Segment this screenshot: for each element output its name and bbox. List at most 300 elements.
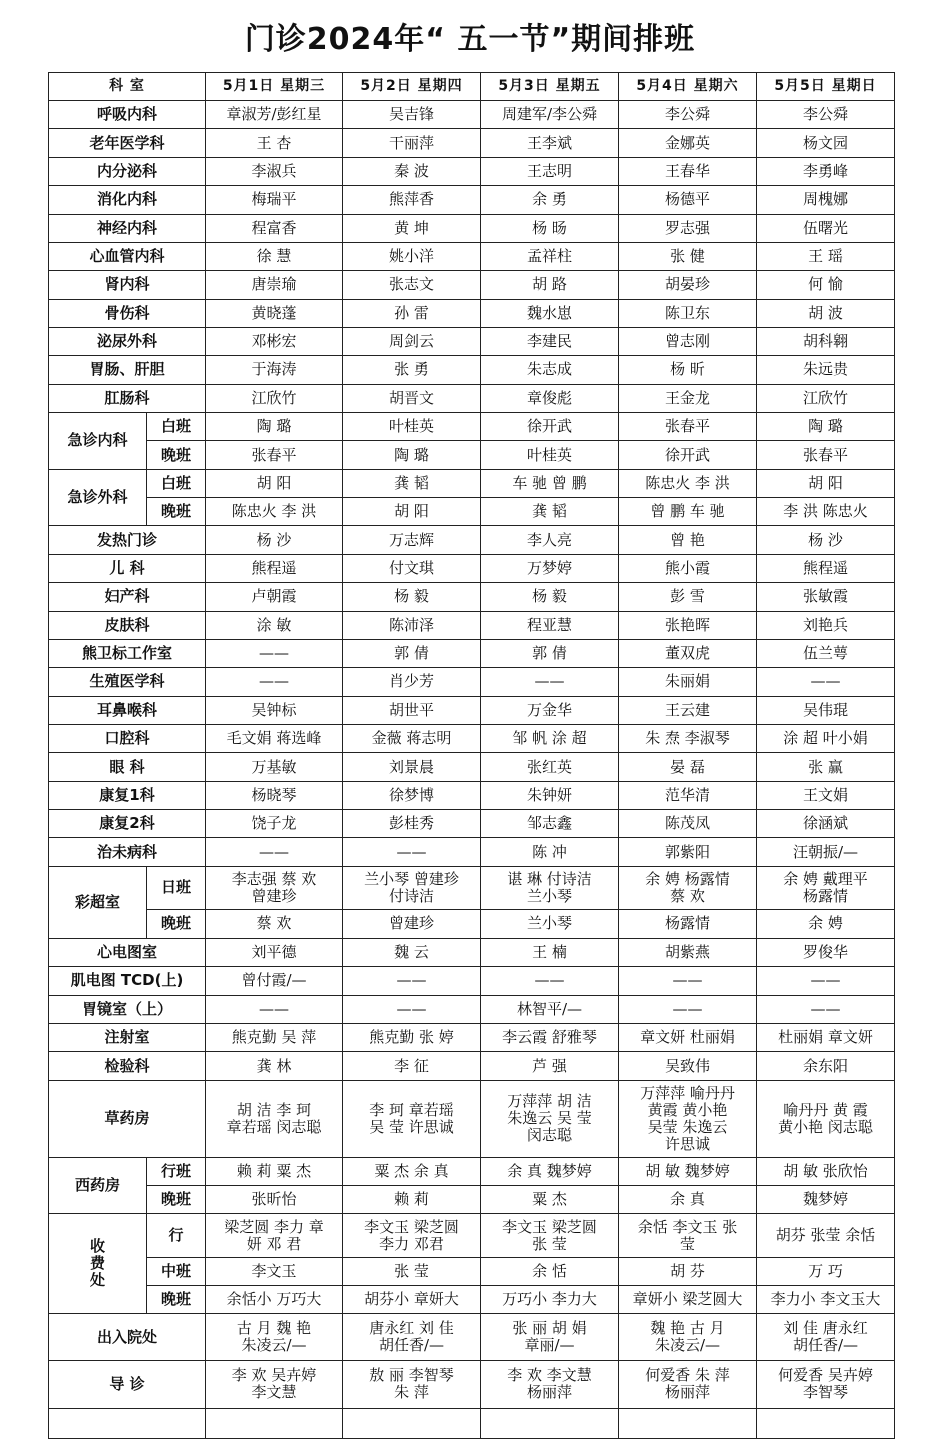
table-row — [49, 327, 895, 355]
staff-cell: 张 健 — [619, 242, 757, 270]
staff-cell: 万梦婷 — [481, 554, 619, 582]
staff-cell: 陶 璐 — [757, 413, 895, 441]
table-row — [49, 554, 895, 582]
staff-cell: 李文玉 梁芝圆 李力 邓君 — [343, 1214, 481, 1258]
department-name: 发热门诊 — [49, 526, 206, 554]
department-name: 耳鼻喉科 — [49, 696, 206, 724]
table-row — [49, 1052, 895, 1080]
staff-cell: 张 莹 — [343, 1258, 481, 1286]
staff-cell: 杨晓琴 — [206, 781, 343, 809]
table-row — [49, 967, 895, 995]
table-row — [49, 1258, 895, 1286]
staff-cell: 张 赢 — [757, 753, 895, 781]
staff-cell: 喻丹丹 黄 霞 黄小艳 闵志聪 — [757, 1080, 895, 1157]
staff-cell: 秦 波 — [343, 157, 481, 185]
staff-cell: 杨 沙 — [206, 526, 343, 554]
table-row — [49, 1286, 895, 1314]
staff-cell: 罗俊华 — [757, 938, 895, 966]
staff-cell: 张敏霞 — [757, 583, 895, 611]
staff-cell: —— — [343, 838, 481, 866]
staff-cell: 晏 磊 — [619, 753, 757, 781]
staff-cell: 李 征 — [343, 1052, 481, 1080]
staff-cell: —— — [343, 967, 481, 995]
department-name: 骨伤科 — [49, 299, 206, 327]
staff-cell: 龚 韬 — [481, 498, 619, 526]
staff-cell: 张春平 — [757, 441, 895, 469]
staff-cell: 叶桂英 — [343, 413, 481, 441]
staff-cell: 林智平/— — [481, 995, 619, 1023]
staff-cell: 敖 丽 李智琴 朱 萍 — [343, 1361, 481, 1408]
department-name: 生殖医学科 — [49, 668, 206, 696]
table-row — [49, 668, 895, 696]
staff-cell: 叶桂英 — [481, 441, 619, 469]
staff-cell: 熊萍香 — [343, 186, 481, 214]
staff-cell: 粟 杰 余 真 — [343, 1157, 481, 1185]
staff-cell: 杨文园 — [757, 129, 895, 157]
staff-cell: 张春平 — [619, 413, 757, 441]
staff-cell: 万巧小 李力大 — [481, 1286, 619, 1314]
department-name: 老年医学科 — [49, 129, 206, 157]
staff-cell: 王李斌 — [481, 129, 619, 157]
staff-cell: 万基敏 — [206, 753, 343, 781]
staff-cell: 程亚慧 — [481, 611, 619, 639]
staff-cell: 余 恬 — [481, 1258, 619, 1286]
department-name: 彩超室 — [49, 866, 147, 938]
staff-cell: 邹志鑫 — [481, 810, 619, 838]
table-row — [49, 611, 895, 639]
staff-cell: 余 勇 — [481, 186, 619, 214]
department-name: 皮肤科 — [49, 611, 206, 639]
staff-cell: 涂 超 叶小娟 — [757, 724, 895, 752]
staff-cell: 杨露情 — [619, 909, 757, 938]
department-name: 肌电图 TCD(上) — [49, 967, 206, 995]
staff-cell: 胡 波 — [757, 299, 895, 327]
staff-cell: 何爱香 朱 萍 杨丽萍 — [619, 1361, 757, 1408]
shift-label: 晚班 — [147, 1185, 206, 1213]
staff-cell: 郭紫阳 — [619, 838, 757, 866]
date-header: 5月4日 星期六 — [619, 73, 757, 101]
staff-cell: 梅瑞平 — [206, 186, 343, 214]
table-row — [49, 1024, 895, 1052]
staff-cell: 余恬小 万巧大 — [206, 1286, 343, 1314]
staff-cell: 吴致伟 — [619, 1052, 757, 1080]
staff-cell: 蔡 欢 — [206, 909, 343, 938]
staff-cell: 胡紫燕 — [619, 938, 757, 966]
shift-label: 行 — [147, 1214, 206, 1258]
staff-cell: 李 洪 陈忠火 — [757, 498, 895, 526]
department-name: 胃肠、肝胆 — [49, 356, 206, 384]
staff-cell: 赖 莉 — [343, 1185, 481, 1213]
staff-cell: 陈 冲 — [481, 838, 619, 866]
staff-cell: —— — [206, 668, 343, 696]
staff-cell: 胡 阳 — [206, 469, 343, 497]
staff-cell: 李勇峰 — [757, 157, 895, 185]
staff-cell: 胡科翱 — [757, 327, 895, 355]
staff-cell: 何 愉 — [757, 271, 895, 299]
blank-cell — [49, 1408, 206, 1439]
staff-cell: 罗志强 — [619, 214, 757, 242]
table-row — [49, 186, 895, 214]
table-row — [49, 639, 895, 667]
staff-cell: 熊程遥 — [757, 554, 895, 582]
shift-label: 中班 — [147, 1258, 206, 1286]
staff-cell: 张志文 — [343, 271, 481, 299]
blank-cell — [619, 1408, 757, 1439]
department-name: 眼 科 — [49, 753, 206, 781]
department-name: 急诊外科 — [49, 469, 147, 526]
shift-label: 晚班 — [147, 909, 206, 938]
staff-cell: 陈卫东 — [619, 299, 757, 327]
staff-cell: 何爱香 吴卉婷 李智琴 — [757, 1361, 895, 1408]
staff-cell: 胡 阳 — [757, 469, 895, 497]
staff-cell: 朱钟妍 — [481, 781, 619, 809]
staff-cell: 江欣竹 — [757, 384, 895, 412]
staff-cell: 刘平德 — [206, 938, 343, 966]
staff-cell: 魏 云 — [343, 938, 481, 966]
table-row — [49, 866, 895, 909]
table-row — [49, 696, 895, 724]
department-name: 口腔科 — [49, 724, 206, 752]
staff-cell: 陶 璐 — [343, 441, 481, 469]
department-name: 草药房 — [49, 1080, 206, 1157]
page-title: 门诊2024年“ 五一节”期间排班 — [244, 22, 696, 57]
table-row — [49, 583, 895, 611]
department-name: 熊卫标工作室 — [49, 639, 206, 667]
staff-cell: 胡 敏 张欣怡 — [757, 1157, 895, 1185]
staff-cell: 粟 杰 — [481, 1185, 619, 1213]
staff-cell: 陈忠火 李 洪 — [206, 498, 343, 526]
staff-cell: 魏 艳 古 月 朱凌云/— — [619, 1314, 757, 1361]
staff-cell: 郭 倩 — [343, 639, 481, 667]
staff-cell: 万萍萍 胡 洁 朱逸云 吴 莹 闵志聪 — [481, 1080, 619, 1157]
staff-cell: 杨 旸 — [481, 214, 619, 242]
department-name: 检验科 — [49, 1052, 206, 1080]
staff-cell: 饶子龙 — [206, 810, 343, 838]
staff-cell: 熊小霞 — [619, 554, 757, 582]
staff-cell: 刘景晨 — [343, 753, 481, 781]
staff-cell: 王 楠 — [481, 938, 619, 966]
staff-cell: 胡 敏 魏梦婷 — [619, 1157, 757, 1185]
shift-label: 白班 — [147, 469, 206, 497]
department-name: 心血管内科 — [49, 242, 206, 270]
staff-cell: 陈茂凤 — [619, 810, 757, 838]
department-name: 心电图室 — [49, 938, 206, 966]
staff-cell: —— — [206, 639, 343, 667]
blank-cell — [481, 1408, 619, 1439]
table-row — [49, 526, 895, 554]
staff-cell: 黄晓蓬 — [206, 299, 343, 327]
table-row — [49, 129, 895, 157]
staff-cell: 章俊彪 — [481, 384, 619, 412]
staff-cell: 朱志成 — [481, 356, 619, 384]
staff-cell: 余 娉 戴理平 杨露情 — [757, 866, 895, 909]
department-name: 治未病科 — [49, 838, 206, 866]
staff-cell: —— — [481, 967, 619, 995]
staff-cell: 胡 阳 — [343, 498, 481, 526]
staff-cell: 王 杏 — [206, 129, 343, 157]
staff-cell: —— — [619, 995, 757, 1023]
department-name: 肛肠科 — [49, 384, 206, 412]
staff-cell: 肖少芳 — [343, 668, 481, 696]
staff-cell: 董双虎 — [619, 639, 757, 667]
table-row — [49, 995, 895, 1023]
staff-cell: 杜丽娟 章文妍 — [757, 1024, 895, 1052]
staff-cell: 陶 璐 — [206, 413, 343, 441]
staff-cell: 万金华 — [481, 696, 619, 724]
staff-cell: 李云霞 舒雅琴 — [481, 1024, 619, 1052]
department-name: 肾内科 — [49, 271, 206, 299]
staff-cell: 李文玉 梁芝圆 张 莹 — [481, 1214, 619, 1258]
staff-cell: 徐开武 — [481, 413, 619, 441]
staff-cell: 胡 路 — [481, 271, 619, 299]
department-name: 胃镜室（上） — [49, 995, 206, 1023]
shift-label: 晚班 — [147, 498, 206, 526]
staff-cell: 彭 雪 — [619, 583, 757, 611]
staff-cell: 杨 毅 — [343, 583, 481, 611]
staff-cell: 李志强 蔡 欢 曾建珍 — [206, 866, 343, 909]
staff-cell: 李公舜 — [619, 101, 757, 129]
staff-cell: 李公舜 — [757, 101, 895, 129]
table-row — [49, 441, 895, 469]
staff-cell: 范华清 — [619, 781, 757, 809]
table-row — [49, 469, 895, 497]
staff-cell: 吴伟琨 — [757, 696, 895, 724]
table-row — [49, 1080, 895, 1157]
table-row — [49, 1157, 895, 1185]
staff-cell: 江欣竹 — [206, 384, 343, 412]
table-row — [49, 838, 895, 866]
staff-cell: —— — [757, 668, 895, 696]
staff-cell: 干丽萍 — [343, 129, 481, 157]
staff-cell: 李力小 李文玉大 — [757, 1286, 895, 1314]
staff-cell: 姚小洋 — [343, 242, 481, 270]
staff-cell: 李 欢 李文慧 杨丽萍 — [481, 1361, 619, 1408]
table-row — [49, 498, 895, 526]
staff-cell: 杨德平 — [619, 186, 757, 214]
staff-cell: —— — [619, 967, 757, 995]
department-name: 康复2科 — [49, 810, 206, 838]
staff-cell: 程富香 — [206, 214, 343, 242]
staff-cell: 曾 艳 — [619, 526, 757, 554]
staff-cell: 朱远贵 — [757, 356, 895, 384]
date-header: 5月5日 星期日 — [757, 73, 895, 101]
staff-cell: 余东阳 — [757, 1052, 895, 1080]
shift-label: 日班 — [147, 866, 206, 909]
staff-cell: 张红英 — [481, 753, 619, 781]
staff-cell: 陈忠火 李 洪 — [619, 469, 757, 497]
staff-cell: 伍曙光 — [757, 214, 895, 242]
staff-cell: 徐开武 — [619, 441, 757, 469]
staff-cell: 张春平 — [206, 441, 343, 469]
staff-cell: 章妍小 梁芝圆大 — [619, 1286, 757, 1314]
staff-cell: 胡芬小 章妍大 — [343, 1286, 481, 1314]
staff-cell: 曾 鹏 车 驰 — [619, 498, 757, 526]
department-name: 妇产科 — [49, 583, 206, 611]
staff-cell: 卢朝霞 — [206, 583, 343, 611]
department-name: 神经内科 — [49, 214, 206, 242]
staff-cell: 熊克勤 吴 萍 — [206, 1024, 343, 1052]
staff-cell: 金娜英 — [619, 129, 757, 157]
table-row — [49, 1214, 895, 1258]
staff-cell: 章淑芳/彭红星 — [206, 101, 343, 129]
shift-label: 晚班 — [147, 441, 206, 469]
staff-cell: 彭桂秀 — [343, 810, 481, 838]
staff-cell: 胡芬 张莹 余恬 — [757, 1214, 895, 1258]
staff-cell: 魏水崽 — [481, 299, 619, 327]
staff-cell: 龚 韬 — [343, 469, 481, 497]
staff-cell: 吴吉锋 — [343, 101, 481, 129]
staff-cell: 于海涛 — [206, 356, 343, 384]
staff-cell: 徐梦博 — [343, 781, 481, 809]
date-header: 5月2日 星期四 — [343, 73, 481, 101]
staff-cell: 兰小琴 — [481, 909, 619, 938]
blank-row — [49, 1408, 895, 1439]
staff-cell: 刘艳兵 — [757, 611, 895, 639]
staff-cell: 朱丽娟 — [619, 668, 757, 696]
table-row — [49, 753, 895, 781]
staff-cell: 周槐娜 — [757, 186, 895, 214]
staff-cell: 曾付霞/— — [206, 967, 343, 995]
staff-cell: 张 丽 胡 娟 章丽/— — [481, 1314, 619, 1361]
staff-cell: 余 娉 杨露情 蔡 欢 — [619, 866, 757, 909]
department-name: 收 费 处 — [49, 1214, 147, 1314]
staff-cell: 胡晏珍 — [619, 271, 757, 299]
staff-cell: 刘 佳 唐永红 胡任香/— — [757, 1314, 895, 1361]
table-row — [49, 356, 895, 384]
department-name: 急诊内科 — [49, 413, 147, 470]
staff-cell: 王云建 — [619, 696, 757, 724]
staff-cell: 万 巧 — [757, 1258, 895, 1286]
staff-cell: 张艳晖 — [619, 611, 757, 639]
shift-label: 行班 — [147, 1157, 206, 1185]
staff-cell: 古 月 魏 艳 朱凌云/— — [206, 1314, 343, 1361]
staff-cell: 梁芝圆 李力 章 妍 邓 君 — [206, 1214, 343, 1258]
department-name: 注射室 — [49, 1024, 206, 1052]
staff-cell: 陈沛泽 — [343, 611, 481, 639]
staff-cell: —— — [757, 995, 895, 1023]
staff-cell: 魏梦婷 — [757, 1185, 895, 1213]
staff-cell: 胡 洁 李 珂 章若瑶 闵志聪 — [206, 1080, 343, 1157]
staff-cell: 兰小琴 曾建珍 付诗洁 — [343, 866, 481, 909]
staff-cell: 毛文娟 蒋选峰 — [206, 724, 343, 752]
table-row — [49, 413, 895, 441]
staff-cell: 李人亮 — [481, 526, 619, 554]
table-row — [49, 781, 895, 809]
staff-cell: 李 珂 章若瑶 吴 莹 许思诚 — [343, 1080, 481, 1157]
department-name: 泌尿外科 — [49, 327, 206, 355]
staff-cell: 王 瑶 — [757, 242, 895, 270]
table-row — [49, 724, 895, 752]
staff-cell: 龚 林 — [206, 1052, 343, 1080]
staff-cell: 杨 沙 — [757, 526, 895, 554]
staff-cell: 李淑兵 — [206, 157, 343, 185]
staff-cell: 杨 昕 — [619, 356, 757, 384]
staff-cell: 余 真 魏梦婷 — [481, 1157, 619, 1185]
blank-cell — [343, 1408, 481, 1439]
staff-cell: 熊克勤 张 婷 — [343, 1024, 481, 1052]
staff-cell: —— — [206, 838, 343, 866]
staff-cell: 邹 帆 涂 超 — [481, 724, 619, 752]
table-row — [49, 1314, 895, 1361]
staff-cell: 涂 敏 — [206, 611, 343, 639]
table-row — [49, 242, 895, 270]
shift-label: 晚班 — [147, 1286, 206, 1314]
staff-cell: 王文娟 — [757, 781, 895, 809]
shift-label: 白班 — [147, 413, 206, 441]
department-name: 康复1科 — [49, 781, 206, 809]
department-header: 科 室 — [49, 73, 206, 101]
blank-cell — [206, 1408, 343, 1439]
table-row — [49, 271, 895, 299]
table-row — [49, 938, 895, 966]
staff-cell: 黄 坤 — [343, 214, 481, 242]
department-name: 内分泌科 — [49, 157, 206, 185]
staff-cell: 王志明 — [481, 157, 619, 185]
table-row — [49, 810, 895, 838]
department-name: 呼吸内科 — [49, 101, 206, 129]
staff-cell: 唐崇瑜 — [206, 271, 343, 299]
staff-cell: 张 勇 — [343, 356, 481, 384]
staff-cell: 张昕怡 — [206, 1185, 343, 1213]
department-name: 消化内科 — [49, 186, 206, 214]
staff-cell: 谌 琳 付诗洁 兰小琴 — [481, 866, 619, 909]
staff-cell: 孙 雷 — [343, 299, 481, 327]
staff-cell: —— — [206, 995, 343, 1023]
department-name: 儿 科 — [49, 554, 206, 582]
staff-cell: 芦 强 — [481, 1052, 619, 1080]
staff-cell: 周剑云 — [343, 327, 481, 355]
staff-cell: 胡晋文 — [343, 384, 481, 412]
staff-cell: 曾志刚 — [619, 327, 757, 355]
staff-cell: 曾建珍 — [343, 909, 481, 938]
staff-cell: 万萍萍 喻丹丹 黄霞 黄小艳 吴莹 朱逸云 许思诚 — [619, 1080, 757, 1157]
staff-cell: —— — [481, 668, 619, 696]
staff-cell: 郭 倩 — [481, 639, 619, 667]
department-name: 导 诊 — [49, 1361, 206, 1408]
staff-cell: 伍兰萼 — [757, 639, 895, 667]
staff-cell: 车 驰 曾 鹏 — [481, 469, 619, 497]
table-row — [49, 1361, 895, 1408]
staff-cell: 邓彬宏 — [206, 327, 343, 355]
staff-cell: —— — [343, 995, 481, 1023]
table-row — [49, 214, 895, 242]
staff-cell: 余 娉 — [757, 909, 895, 938]
staff-cell: 金薇 蒋志明 — [343, 724, 481, 752]
duty-roster-table — [48, 72, 895, 1439]
staff-cell: 唐永红 刘 佳 胡任香/— — [343, 1314, 481, 1361]
table-row — [49, 101, 895, 129]
table-row — [49, 299, 895, 327]
department-name: 出入院处 — [49, 1314, 206, 1361]
staff-cell: 杨 毅 — [481, 583, 619, 611]
staff-cell: 付文琪 — [343, 554, 481, 582]
blank-cell — [757, 1408, 895, 1439]
staff-cell: 李文玉 — [206, 1258, 343, 1286]
staff-cell: 徐 慧 — [206, 242, 343, 270]
staff-cell: 徐涵斌 — [757, 810, 895, 838]
staff-cell: 王春华 — [619, 157, 757, 185]
table-row — [49, 1185, 895, 1213]
staff-cell: 李建民 — [481, 327, 619, 355]
date-header: 5月1日 星期三 — [206, 73, 343, 101]
table-row — [49, 909, 895, 938]
date-header: 5月3日 星期五 — [481, 73, 619, 101]
staff-cell: 孟祥柱 — [481, 242, 619, 270]
staff-cell: 赖 莉 粟 杰 — [206, 1157, 343, 1185]
staff-cell: 余恬 李文玉 张 莹 — [619, 1214, 757, 1258]
header-row — [49, 73, 895, 101]
staff-cell: 万志辉 — [343, 526, 481, 554]
